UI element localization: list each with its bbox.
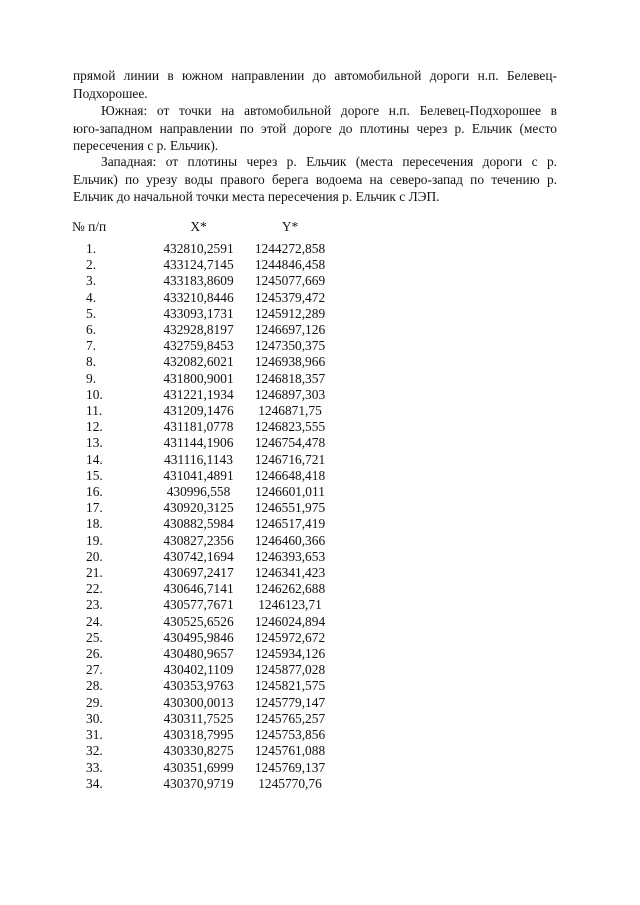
cell-y: 1245753,856	[254, 727, 326, 743]
cell-y: 1246601,011	[255, 484, 325, 500]
cell-y: 1247350,375	[254, 338, 326, 354]
table-row	[72, 419, 333, 435]
paragraph-line: пересечения с р. Ельчик).	[73, 138, 219, 154]
cell-y: 1246341,423	[254, 565, 326, 581]
cell-x: 430697,2417	[163, 565, 234, 581]
cell-x: 430370,9719	[163, 775, 234, 791]
cell-x: 430646,7141	[163, 581, 234, 597]
column-header-y: Y*	[281, 219, 299, 234]
cell-number: 15.	[86, 467, 103, 483]
cell-x: 430402,1109	[163, 662, 234, 678]
cell-y: 1246517,419	[254, 516, 326, 532]
cell-number: 1.	[86, 241, 97, 256]
cell-x: 431116,1143	[164, 451, 233, 467]
paragraph-line: Ельчик) по урезу воды правого берега водоема на северо-запад по течению р.	[73, 171, 557, 187]
table-row	[72, 662, 333, 678]
paragraph-line: прямой линии в южном направлении до автомобильной дороги н.п. Белевец-	[73, 68, 557, 83]
cell-x: 430525,6526	[163, 613, 234, 629]
cell-x: 430742,1694	[163, 548, 234, 564]
cell-x: 430311,7525	[163, 710, 234, 726]
cell-number: 22.	[86, 581, 103, 597]
table-row	[72, 338, 333, 354]
cell-number: 13.	[86, 435, 103, 451]
paragraph-line: Южная: от точки на автомобильной дороге н.п. Белевец-Подхорошее в	[101, 103, 557, 118]
cell-number: 7.	[86, 338, 97, 354]
cell-number: 28.	[86, 678, 103, 694]
cell-x: 432082,6021	[163, 354, 234, 370]
paragraph-west-border	[73, 153, 557, 206]
cell-number: 16.	[86, 484, 103, 500]
table-row	[72, 484, 333, 500]
cell-x: 431209,1476	[163, 403, 234, 419]
table-row	[72, 403, 333, 419]
table-row	[72, 257, 333, 273]
cell-y: 1246648,418	[254, 467, 326, 483]
table-body	[72, 241, 333, 792]
cell-number: 9.	[86, 370, 97, 386]
cell-y: 1245972,672	[254, 629, 326, 645]
cell-number: 10.	[86, 386, 103, 402]
paragraph-continuation	[73, 67, 557, 102]
cell-y: 1245934,126	[254, 646, 326, 662]
cell-y: 1246818,357	[254, 370, 326, 386]
table-row	[72, 630, 333, 646]
cell-x: 432810,2591	[163, 241, 234, 256]
cell-x: 430577,7671	[163, 597, 234, 613]
table-row	[72, 387, 333, 403]
column-header-x: X*	[190, 219, 207, 234]
cell-x: 430351,6999	[163, 759, 234, 775]
cell-y: 1246024,894	[254, 613, 326, 629]
cell-number: 8.	[86, 354, 97, 370]
table-row	[72, 516, 333, 532]
table-row	[72, 290, 333, 306]
cell-number: 5.	[86, 305, 97, 321]
table-row	[72, 435, 333, 451]
table-row	[72, 468, 333, 484]
paragraph-south-border	[73, 102, 557, 155]
cell-x: 433210,8446	[163, 289, 234, 305]
cell-x: 430920,3125	[163, 500, 234, 516]
cell-y: 1246871,75	[258, 403, 322, 419]
cell-x: 430300,0013	[163, 694, 234, 710]
table-row	[72, 776, 333, 792]
cell-number: 25.	[86, 629, 103, 645]
cell-number: 11.	[86, 403, 103, 419]
cell-number: 19.	[86, 532, 103, 548]
table-row	[72, 241, 333, 257]
cell-number: 2.	[86, 257, 97, 273]
cell-y: 1245379,472	[254, 289, 326, 305]
cell-x: 431221,1934	[163, 386, 234, 402]
table-row	[72, 581, 333, 597]
cell-y: 1244846,458	[254, 257, 326, 273]
table-row	[72, 533, 333, 549]
cell-x: 430882,5984	[163, 516, 234, 532]
cell-y: 1245077,669	[254, 273, 326, 289]
table-row	[72, 760, 333, 776]
table-row	[72, 597, 333, 613]
table-row	[72, 322, 333, 338]
table-row	[72, 306, 333, 322]
cell-number: 20.	[86, 548, 103, 564]
cell-x: 430480,9657	[163, 646, 234, 662]
cell-number: 18.	[86, 516, 103, 532]
table-row	[72, 500, 333, 516]
table-row	[72, 711, 333, 727]
cell-y: 1246262,688	[254, 581, 326, 597]
cell-y: 1244272,858	[254, 241, 326, 256]
cell-x: 433093,1731	[163, 305, 234, 321]
cell-y: 1245769,137	[254, 759, 326, 775]
table-header-row	[72, 219, 333, 241]
paragraph-line: Западная: от плотины через р. Ельчик (места пересечения дороги с р.	[101, 154, 557, 169]
cell-number: 6.	[86, 322, 97, 338]
cell-x: 430318,7995	[163, 727, 234, 743]
cell-number: 23.	[86, 597, 103, 613]
cell-number: 29.	[86, 694, 103, 710]
cell-y: 1245765,257	[254, 710, 326, 726]
cell-y: 1246897,303	[254, 386, 326, 402]
paragraph-line: юго-западном направлении по этой дороге до плотины через р. Ельчик (место	[73, 120, 557, 136]
cell-number: 26.	[86, 646, 103, 662]
cell-y: 1245821,575	[254, 678, 326, 694]
cell-number: 21.	[86, 565, 103, 581]
cell-y: 1245761,088	[254, 743, 326, 759]
cell-x: 431181,0778	[163, 419, 234, 435]
table-row	[72, 273, 333, 289]
cell-x: 430330,8275	[163, 743, 234, 759]
cell-y: 1246393,653	[254, 548, 326, 564]
cell-x: 433124,7145	[163, 257, 234, 273]
cell-y: 1246697,126	[254, 322, 326, 338]
table-row	[72, 614, 333, 630]
table-row	[72, 452, 333, 468]
cell-number: 4.	[86, 289, 97, 305]
cell-y: 1245877,028	[254, 662, 326, 678]
cell-x: 432759,8453	[163, 338, 234, 354]
cell-number: 27.	[86, 662, 103, 678]
cell-x: 430353,9763	[163, 678, 234, 694]
coordinates-table	[72, 219, 333, 792]
cell-x: 430827,2356	[163, 532, 234, 548]
cell-x: 432928,8197	[163, 322, 234, 338]
cell-y: 1246754,478	[254, 435, 326, 451]
table-row	[72, 678, 333, 694]
cell-number: 34.	[86, 775, 103, 791]
cell-number: 3.	[86, 273, 97, 289]
table-row	[72, 371, 333, 387]
cell-y: 1245779,147	[254, 694, 326, 710]
cell-y: 1246716,721	[254, 451, 326, 467]
cell-x: 431800,9001	[163, 370, 234, 386]
table-row	[72, 727, 333, 743]
column-header-number: № п/п	[72, 219, 107, 234]
cell-x: 431041,4891	[163, 467, 234, 483]
table-row	[72, 565, 333, 581]
cell-number: 32.	[86, 743, 103, 759]
cell-x: 433183,8609	[163, 273, 234, 289]
table-row	[72, 549, 333, 565]
cell-y: 1246460,366	[254, 532, 326, 548]
table-row	[72, 695, 333, 711]
paragraph-line: Подхорошее.	[73, 85, 148, 101]
cell-y: 1246551,975	[254, 500, 326, 516]
paragraph-line: Ельчик до начальной точки места пересечения р. Ельчик с ЛЭП.	[73, 189, 440, 205]
table-row	[72, 646, 333, 662]
cell-y: 1246823,555	[254, 419, 326, 435]
cell-x: 431144,1906	[163, 435, 234, 451]
cell-y: 1245770,76	[258, 775, 322, 791]
cell-x: 430495,9846	[163, 629, 234, 645]
cell-number: 14.	[86, 451, 103, 467]
cell-x: 430996,558	[166, 484, 231, 500]
cell-y: 1245912,289	[254, 305, 326, 321]
cell-y: 1246123,71	[258, 597, 322, 613]
cell-number: 30.	[86, 710, 103, 726]
cell-y: 1246938,966	[254, 354, 326, 370]
cell-number: 17.	[86, 500, 103, 516]
table-row	[72, 743, 333, 759]
cell-number: 24.	[86, 613, 103, 629]
cell-number: 33.	[86, 759, 103, 775]
table-row	[72, 354, 333, 370]
cell-number: 12.	[86, 419, 103, 435]
cell-number: 31.	[86, 727, 103, 743]
